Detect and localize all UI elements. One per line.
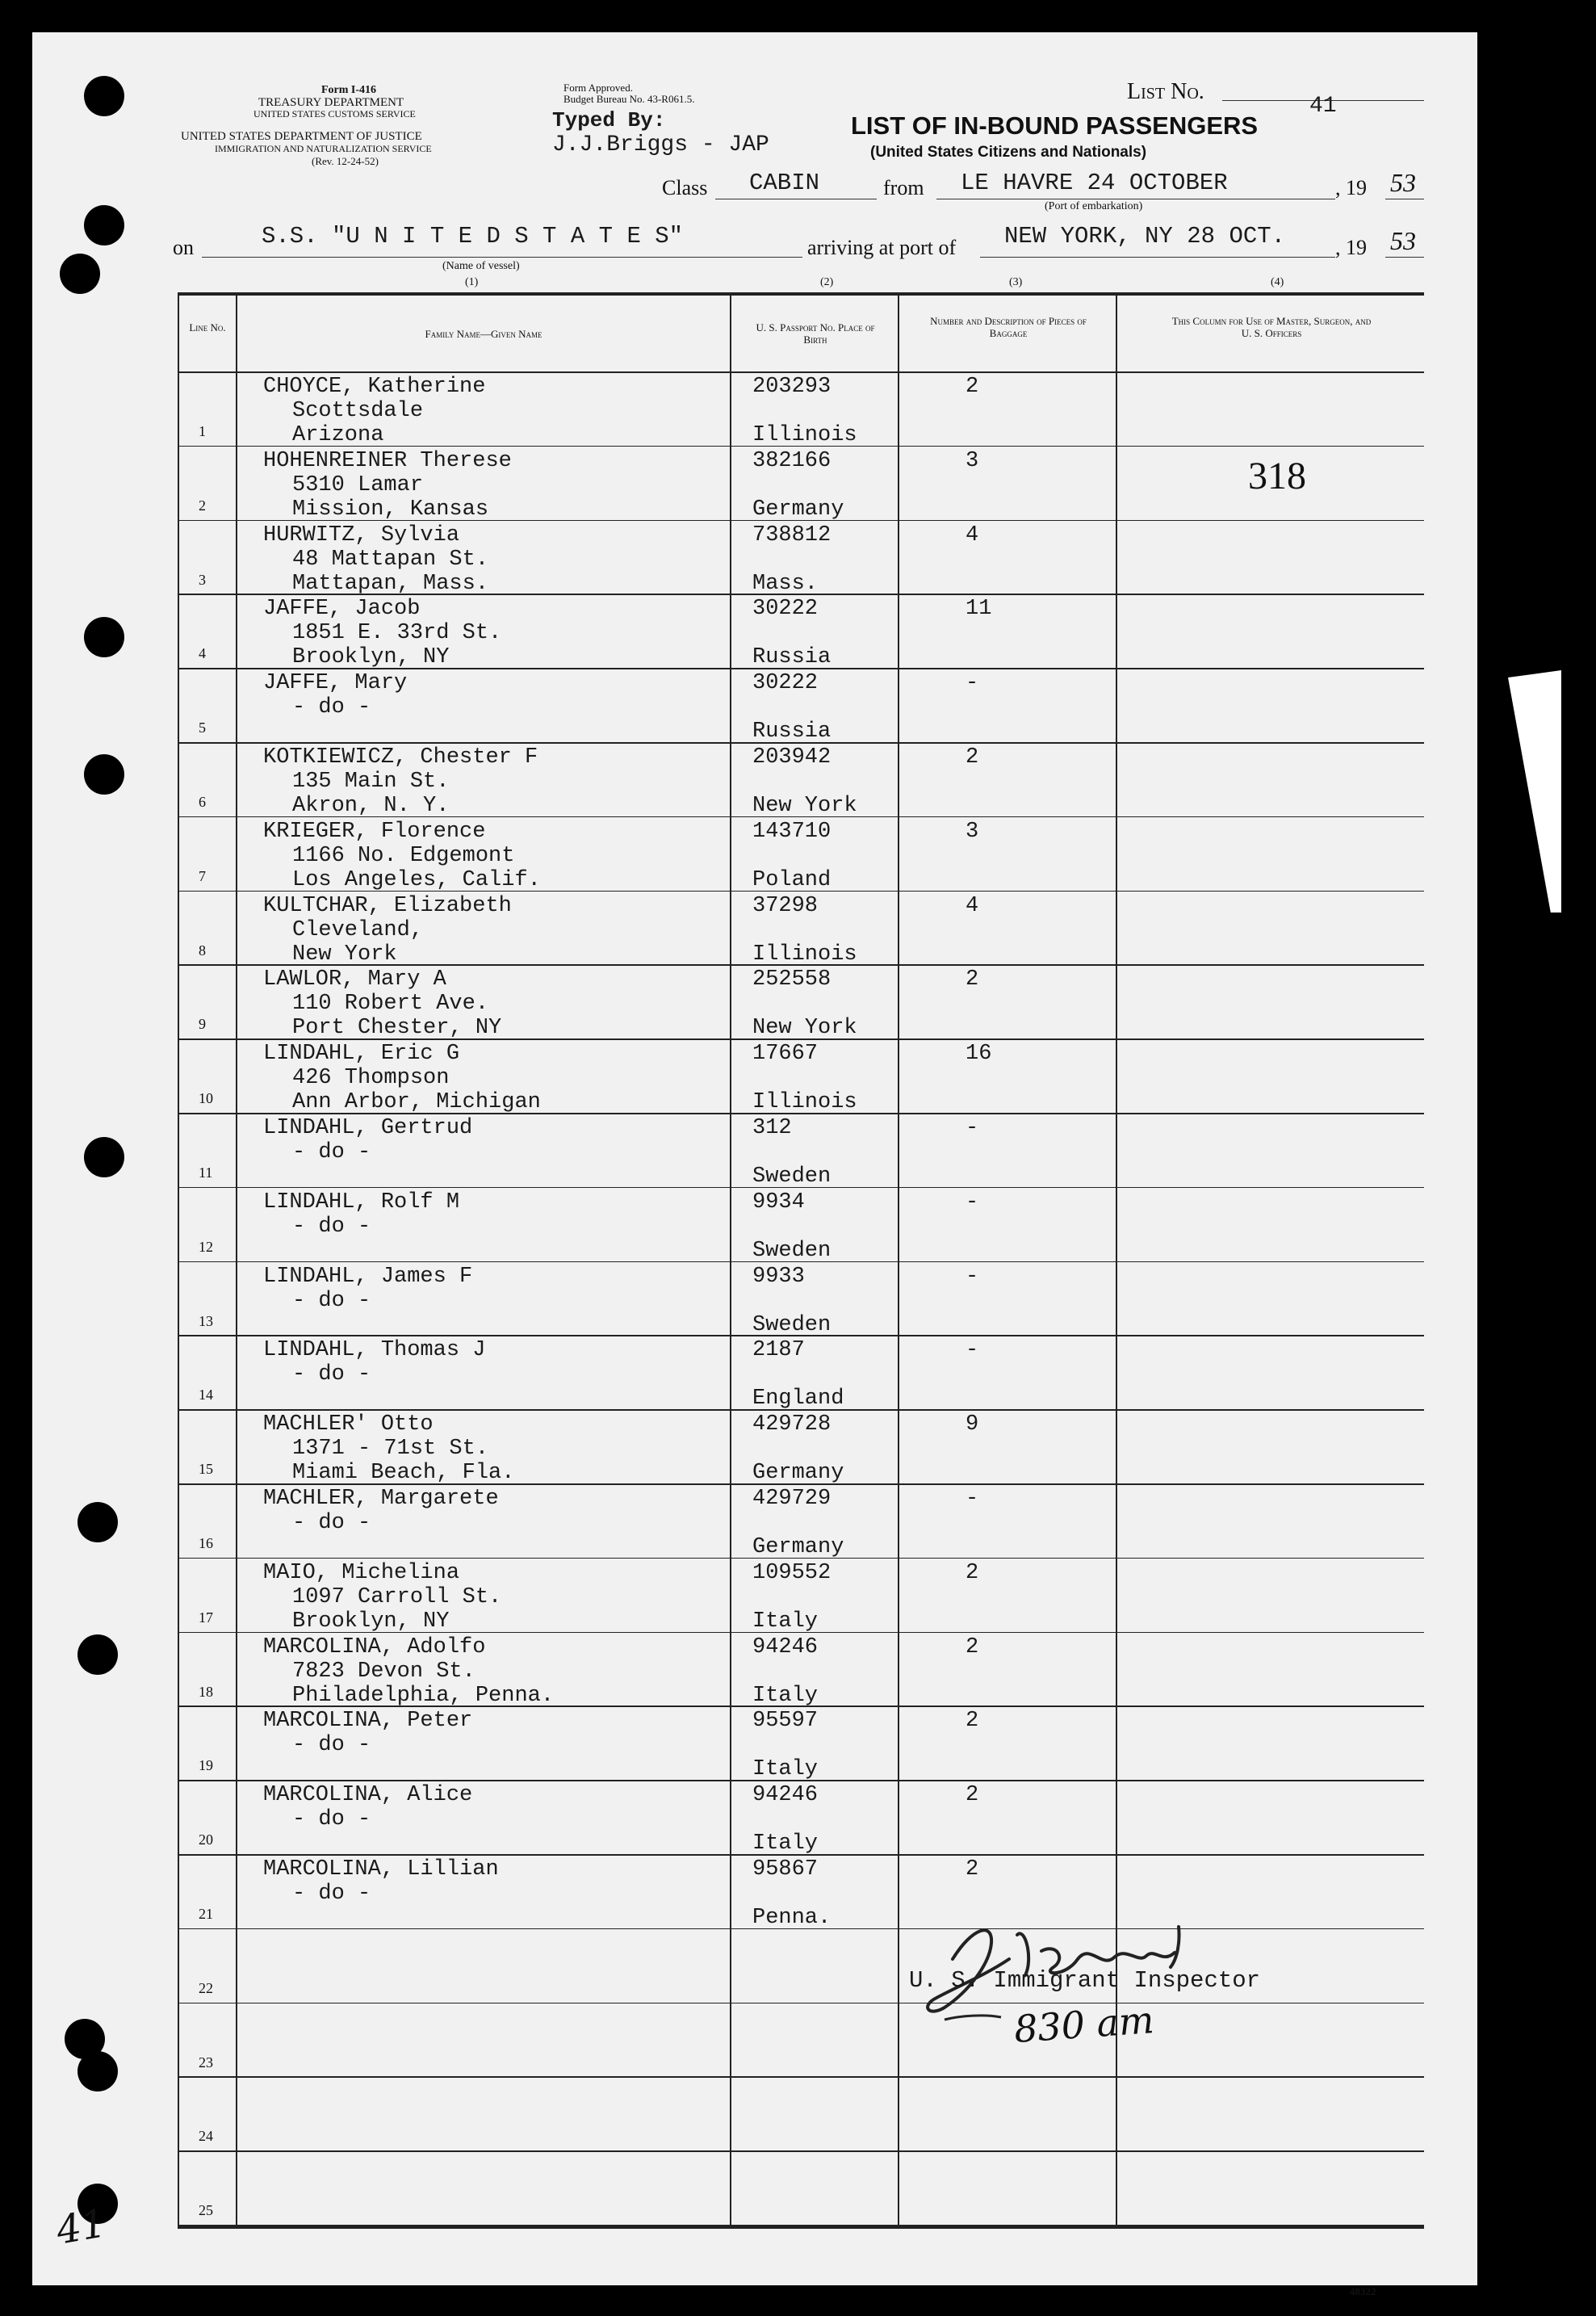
row-line-number: 24 [199,2128,213,2145]
passenger-name: KRIEGER, Florence [263,819,486,844]
baggage-count: 2 [966,1560,979,1585]
header-passport: U. S. Passport No. Place of Birth [756,321,875,346]
footer-code: 48322 [1350,2285,1376,2297]
arriving-label: arriving at port of [807,236,957,259]
passenger-name: MARCOLINA, Adolfo [263,1634,486,1659]
place-of-birth: Germany [752,1461,844,1486]
passenger-address-2: Mattapan, Mass. [292,571,489,596]
passport-number: 312 [752,1116,792,1140]
passenger-name: MAIO, Michelina [263,1560,460,1585]
baggage-count: - [966,1264,979,1289]
passenger-address-1: - do - [292,695,371,720]
passenger-name: JAFFE, Jacob [263,597,421,622]
passport-number: 94246 [752,1783,819,1808]
passenger-address-2: Los Angeles, Calif. [292,867,541,892]
year2-underline [1385,257,1424,258]
passenger-name: MARCOLINA, Lillian [263,1857,499,1882]
passenger-address-1: 135 Main St. [292,770,450,794]
row-line-number: 6 [199,794,206,810]
place-of-birth: Italy [752,1683,819,1708]
passenger-address-1: - do - [292,1288,371,1313]
baggage-count: - [966,1116,979,1140]
row-line-number: 1 [199,423,206,439]
col-num-3: (3) [1009,276,1023,288]
baggage-count: 9 [966,1412,979,1437]
punch-hole [77,2051,118,2092]
page-edge-tab [1508,670,1561,913]
baggage-count: 16 [966,1042,992,1067]
class-label: Class [662,176,708,199]
page-subtitle: (United States Citizens and Nationals) [870,144,1147,161]
passenger-address-1: 7823 Devon St. [292,1659,475,1684]
baggage-count: 3 [966,819,979,844]
passenger-address-1: - do - [292,1511,371,1535]
passenger-name: MARCOLINA, Alice [263,1783,473,1808]
passport-number: 382166 [752,448,832,473]
place-of-birth: Italy [752,1757,819,1782]
row-line-number: 16 [199,1535,213,1551]
passenger-address-1: 48 Mattapan St. [292,547,489,572]
passenger-address-2: Philadelphia, Penna. [292,1683,555,1708]
row-line-number: 8 [199,942,206,959]
passport-number: 9933 [752,1264,805,1289]
passenger-address-1: - do - [292,1362,371,1387]
baggage-count: 2 [966,1709,979,1734]
baggage-count: 11 [966,597,992,622]
list-no-label: List No. [1127,79,1204,104]
ins-service: IMMIGRATION AND NATURALIZATION SERVICE [215,143,432,154]
typed-by-label: Typed By: [552,108,666,132]
row-line-number: 22 [199,1979,213,1996]
customs-service: UNITED STATES CUSTOMS SERVICE [253,108,416,120]
baggage-count: 4 [966,893,979,918]
passport-number: 9934 [752,1189,805,1215]
passenger-address-2: Arizona [292,423,384,447]
row-divider [179,2076,1424,2078]
justice-dept: UNITED STATES DEPARTMENT OF JUSTICE [181,130,422,143]
passenger-name: HURWITZ, Sylvia [263,522,460,548]
header-name: Family Name—Given Name [425,328,542,340]
passenger-name: MACHLER, Margarete [263,1487,499,1511]
place-of-birth: Italy [752,1831,819,1857]
year2-prefix: , 19 [1335,236,1367,259]
passenger-name: CHOYCE, Katherine [263,375,486,399]
passport-number: 37298 [752,893,819,918]
revision-date: (Rev. 12-24-52) [312,155,379,167]
punch-hole [84,205,124,245]
page-title: LIST OF IN-BOUND PASSENGERS [851,111,1259,140]
manifest-page [32,32,1477,2285]
passenger-address-1: - do - [292,1882,371,1906]
row-line-number: 14 [199,1387,213,1403]
passenger-name: KULTCHAR, Elizabeth [263,893,512,918]
col-num-2: (2) [820,276,834,288]
baggage-count: 2 [966,1783,979,1808]
row-divider [179,2225,1424,2226]
arrival-port: NEW YORK, NY 28 OCT. [1004,223,1286,250]
place-of-birth: Poland [752,867,832,892]
passport-number: 30222 [752,597,819,622]
row-line-number: 3 [199,571,206,588]
passenger-address-2: Miami Beach, Fla. [292,1461,515,1486]
budget-bureau: Budget Bureau No. 43-R061.5. [563,93,695,105]
passport-number: 95867 [752,1857,819,1882]
row-line-number: 19 [199,1757,213,1774]
row-line-number: 13 [199,1312,213,1329]
place-of-birth: Russia [752,720,832,745]
passenger-name: MACHLER' Otto [263,1412,434,1437]
baggage-count: 2 [966,967,979,992]
punch-hole [77,1634,118,1675]
passenger-name: LINDAHL, James F [263,1264,473,1289]
arrival-time: 830 am [1012,1998,1156,2051]
year1-prefix: , 19 [1335,176,1367,199]
passport-number: 143710 [752,819,832,844]
punch-hole [84,754,124,795]
passenger-address-1: - do - [292,1807,371,1832]
passenger-address-1: Cleveland, [292,917,424,942]
passenger-address-1: - do - [292,1140,371,1164]
passenger-name: LINDAHL, Thomas J [263,1338,486,1363]
passenger-address-2: Ann Arbor, Michigan [292,1090,541,1115]
baggage-count: 3 [966,448,979,473]
row-line-number: 4 [199,645,206,662]
row-divider [179,2150,1424,2152]
punch-hole [84,617,124,657]
year2-value: 53 [1390,226,1416,255]
place-of-birth: Sweden [752,1238,832,1263]
year1-value: 53 [1390,168,1416,197]
passport-number: 94246 [752,1634,819,1659]
place-of-birth: Illinois [752,1090,857,1115]
passenger-address-1: 1097 Carroll St. [292,1584,502,1609]
vessel-underline [202,257,802,258]
place-of-birth: Sweden [752,1312,832,1337]
passenger-name: JAFFE, Mary [263,671,408,696]
baggage-count: 2 [966,745,979,770]
class-value: CABIN [749,170,820,196]
row-line-number: 2 [199,497,206,514]
row-line-number: 15 [199,1461,213,1478]
passenger-name: LINDAHL, Gertrud [263,1116,473,1140]
table-bottom-border [178,2226,1424,2229]
place-of-birth: Italy [752,1609,819,1634]
passport-number: 252558 [752,967,832,992]
header-baggage: Number and Description of Pieces of Baggage [930,315,1087,339]
place-of-birth: New York [752,794,857,818]
passenger-address-2: Akron, N. Y. [292,794,450,818]
header-line-no: Line No. [189,321,226,334]
baggage-count: 2 [966,1857,979,1882]
row-line-number: 17 [199,1609,213,1626]
place-of-birth: Penna. [752,1906,832,1930]
row-line-number: 5 [199,720,206,736]
baggage-count: - [966,1487,979,1511]
col-num-4: (4) [1271,276,1284,288]
passport-number: 738812 [752,522,832,548]
punch-hole [84,76,124,116]
col-num-1: (1) [465,276,479,288]
passport-number: 429728 [752,1412,832,1437]
passenger-address-2: Brooklyn, NY [292,645,450,670]
baggage-count: - [966,1338,979,1363]
passenger-name: LINDAHL, Eric G [263,1042,460,1067]
from-value: LE HAVRE 24 OCTOBER [961,170,1228,196]
row-line-number: 10 [199,1090,213,1107]
passport-number: 2187 [752,1338,805,1363]
passenger-address-2: New York [292,942,397,967]
passport-number: 203293 [752,375,832,399]
passenger-address-1: - do - [292,1214,371,1239]
table-top-border [178,292,1424,296]
passport-number: 17667 [752,1042,819,1067]
row-line-number: 11 [199,1164,213,1181]
passenger-address-2: Port Chester, NY [292,1016,502,1041]
arrival-underline [980,257,1335,258]
corner-page-number: 41 [52,2201,110,2254]
officer-stamp-number: 318 [1248,455,1306,497]
passport-number: 429729 [752,1487,832,1511]
row-line-number: 21 [199,1906,213,1922]
passport-number: 95597 [752,1709,819,1734]
row-line-number: 9 [199,1016,206,1033]
place-of-birth: England [752,1387,844,1412]
typed-by-value: J.J.Briggs - JAP [552,132,769,157]
place-of-birth: Germany [752,1535,844,1559]
place-of-birth: Illinois [752,423,857,447]
form-approved: Form Approved. [563,82,633,94]
place-of-birth: Sweden [752,1164,832,1189]
place-of-birth: Mass. [752,571,819,596]
place-of-birth: Illinois [752,942,857,967]
punch-hole [84,1137,124,1177]
passenger-address-1: 1851 E. 33rd St. [292,621,502,646]
passenger-address-1: 110 Robert Ave. [292,992,489,1017]
passenger-address-2: Brooklyn, NY [292,1609,450,1634]
passenger-name: LINDAHL, Rolf M [263,1189,460,1215]
passenger-address-1: - do - [292,1733,371,1758]
place-of-birth: Russia [752,645,832,670]
from-label: from [883,176,924,199]
passenger-address-1: 426 Thompson [292,1066,450,1091]
row-line-number: 25 [199,2202,213,2219]
header-bottom-border [178,371,1424,373]
passenger-name: MARCOLINA, Peter [263,1709,473,1734]
vessel-note: (Name of vessel) [442,260,520,272]
row-line-number: 23 [199,2054,213,2071]
place-of-birth: New York [752,1016,857,1041]
passenger-address-1: 5310 Lamar [292,472,424,497]
baggage-count: 2 [966,375,979,399]
punch-hole [60,254,100,294]
port-embark-note: (Port of embarkation) [1045,200,1143,212]
punch-hole [77,1502,118,1542]
baggage-count: 4 [966,522,979,548]
passenger-address-1: 1371 - 71st St. [292,1437,489,1462]
baggage-count: - [966,1189,979,1215]
passenger-address-1: 1166 No. Edgemont [292,843,515,868]
row-line-number: 18 [199,1683,213,1700]
baggage-count: 2 [966,1634,979,1659]
treasury-dept: TREASURY DEPARTMENT [258,96,404,109]
on-label: on [173,236,194,259]
passport-number: 109552 [752,1560,832,1585]
passport-number: 203942 [752,745,832,770]
passenger-address-2: Mission, Kansas [292,497,489,522]
passenger-address-1: Scottsdale [292,399,424,423]
passenger-name: HOHENREINER Therese [263,448,512,473]
inspector-title: U. S. Immigrant Inspector [909,1967,1261,1994]
passenger-name: LAWLOR, Mary A [263,967,446,992]
header-officers: This Column for Use of Master, Surgeon, and U. S. Officers [1171,315,1372,339]
row-line-number: 20 [199,1831,213,1848]
row-line-number: 12 [199,1238,213,1255]
passport-number: 30222 [752,671,819,696]
baggage-count: - [966,671,979,696]
list-no-value: 41 [1309,94,1337,119]
vessel-name: S.S. "U N I T E D S T A T E S" [262,223,684,250]
passenger-name: KOTKIEWICZ, Chester F [263,745,538,770]
row-line-number: 7 [199,867,206,884]
form-number: Form I-416 [321,84,377,96]
place-of-birth: Germany [752,497,844,522]
